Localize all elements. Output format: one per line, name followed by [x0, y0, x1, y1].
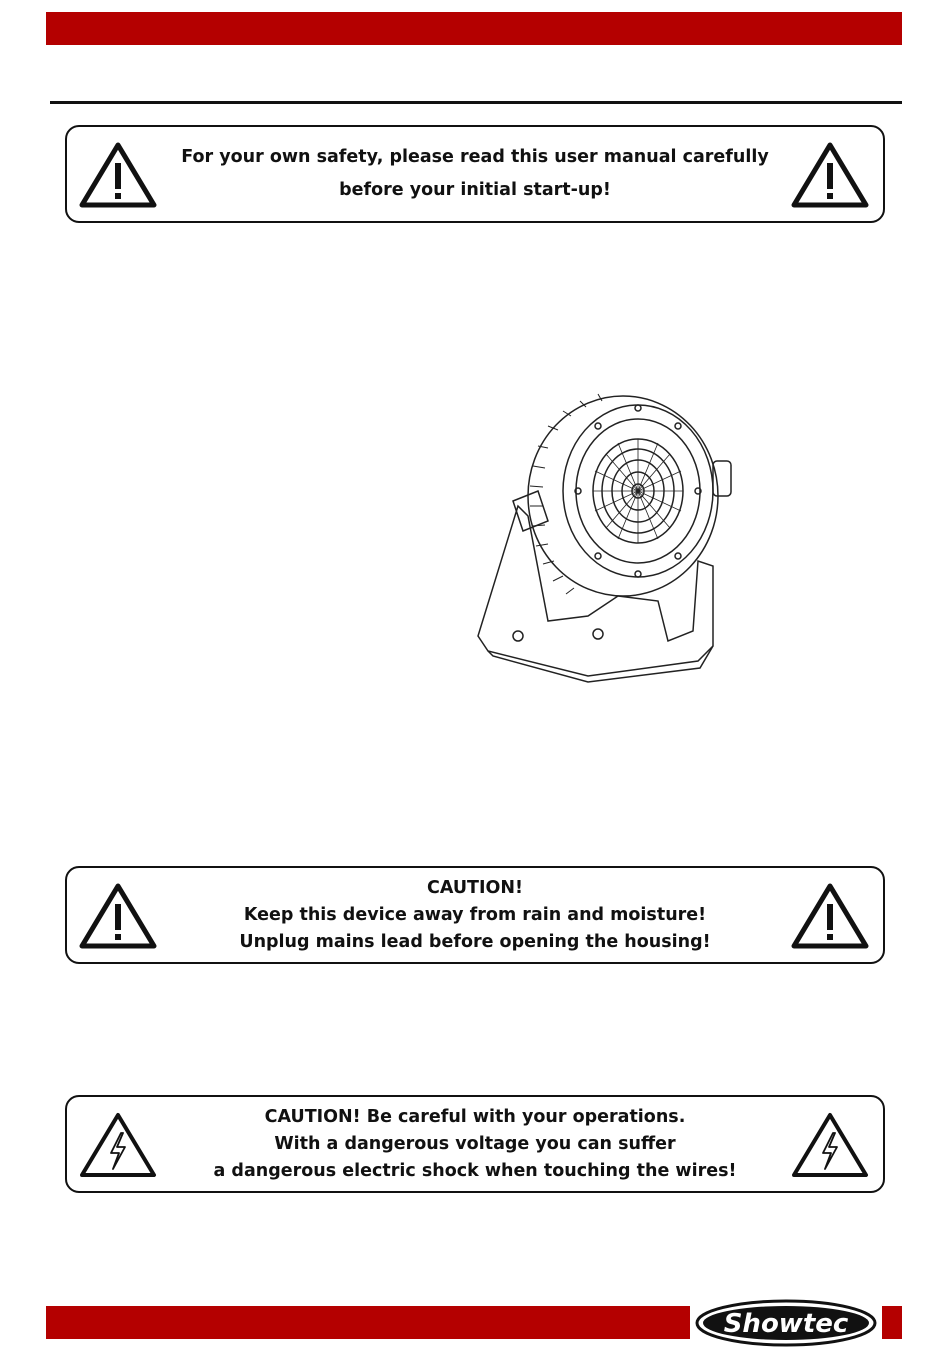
showtec-logo — [694, 1298, 878, 1348]
header-bar — [46, 12, 902, 45]
footer-bar-end — [882, 1306, 902, 1339]
caution-moisture-line1: CAUTION! — [426, 877, 523, 898]
caution-moisture-box — [65, 866, 885, 964]
warning-icon — [79, 141, 157, 209]
warning-icon — [791, 882, 869, 950]
caution-voltage-line1: CAUTION! Be careful with your operations. — [264, 1106, 686, 1127]
high-voltage-icon — [791, 1111, 869, 1179]
high-voltage-icon — [79, 1111, 157, 1179]
footer-bar — [46, 1306, 690, 1339]
warning-icon — [791, 141, 869, 209]
safety-notice-line1: For your own safety, please read this user manual carefully — [181, 147, 769, 167]
safety-notice-box — [65, 125, 885, 223]
svg-text:Showtec: Showtec — [723, 1309, 849, 1339]
caution-voltage-line2: With a dangerous voltage you can suffer — [274, 1133, 676, 1154]
header-rule — [50, 101, 902, 104]
caution-voltage-line3: a dangerous electric shock when touching the wires! — [213, 1160, 737, 1181]
caution-moisture-line2: Keep this device away from rain and moisture! — [243, 904, 707, 925]
safety-notice-line2: before your initial start-up! — [339, 180, 611, 200]
caution-voltage-box — [65, 1095, 885, 1193]
product-illustration — [468, 386, 748, 686]
warning-icon — [79, 882, 157, 950]
caution-moisture-line3: Unplug mains lead before opening the housing! — [239, 931, 711, 952]
